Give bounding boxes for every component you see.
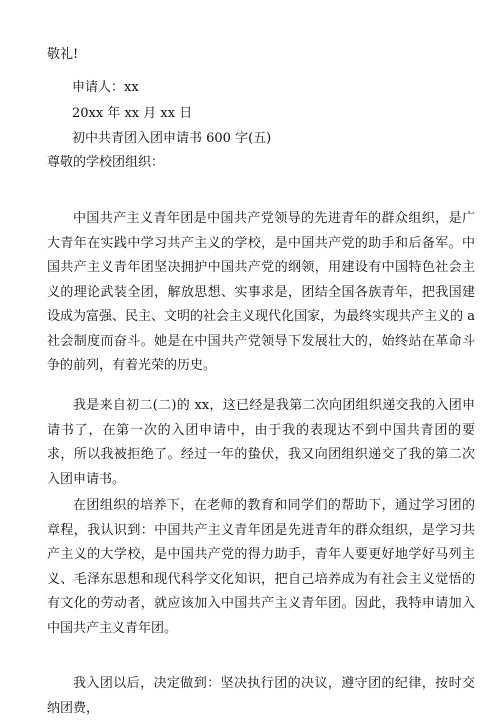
paragraph-1: 中国共产主义青年团是中国共产党领导的先进青年的群众组织，是广大青年在实践中学习共产主义的学校，是中国共产党的助手和后备军。中国共产主义青年团坚决拥护中国共产党的纲领，用建设有中国特色社会主义的理论武装全团，解放思想、实事求是，团结全国各族青年，把我国建设成为富强、民主、文明的社会主义现代化国家，为最终实现共产主义的 a 社会制度而奋斗。她是在中国共产党领导下发展壮大的，始终站在革命斗争的前列，有着光荣的历史。: [47, 211, 475, 373]
date-line: 20xx 年 xx 月 xx 日: [72, 106, 193, 121]
paragraph-3: 在团组织的培养下，在老师的教育和同学们的帮助下，通过学习团的章程，我认识到：中国共产主义青年团是先进青年的群众组织，是学习共产主义的大学校，是中国共产党的得力助手，青年人要更好地学好马列主义、毛泽东思想和现代科学文化知识，把自己培养成为有社会主义觉悟的有文化的劳动者，就应该加入中国共产主义青年团。因此，我特申请加入中国共产主义青年团。: [47, 498, 475, 636]
greeting-line: 尊敬的学校团组织：: [47, 155, 165, 170]
applicant-line: 申请人：xx: [72, 80, 139, 95]
salute-text: 敬礼!: [47, 47, 79, 62]
document-title: 初中共青团入团申请书 600 字(五): [72, 131, 272, 146]
paragraph-2: 我是来自初二(二)的 xx，这已经是我第二次向团组织递交我的入团申请书了，在第一次的入团申请中，由于我的表现达不到中国共青团的要求，所以我被拒绝了。经过一年的蛰伏，我又向团组织递交了我的第二次入团申请书。: [47, 398, 475, 487]
paragraph-4: 我入团以后，决定做到：坚决执行团的决议，遵守团的纪律，按时交纳团费，: [47, 676, 475, 716]
